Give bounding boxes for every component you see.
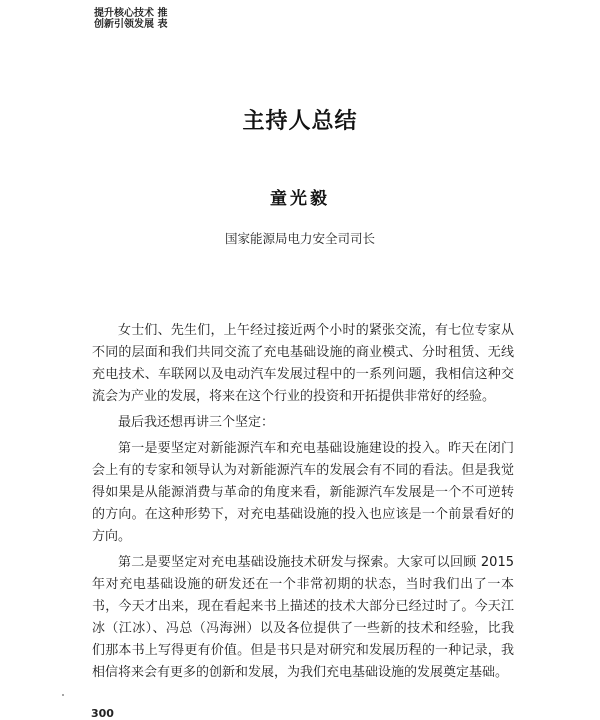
- paragraph-three-firm: 最后我还想再讲三个坚定：: [118, 415, 275, 430]
- running-header-line-2: 创新引领发展 表: [94, 19, 168, 30]
- running-header-line-1: 提升核心技术 推: [94, 8, 168, 19]
- page-title: 主持人总结: [242, 109, 358, 134]
- author-affiliation: 国家能源局电力安全司司长: [224, 231, 375, 246]
- running-header: [94, 8, 167, 30]
- body-text: [92, 320, 514, 688]
- scan-speck: [62, 694, 64, 696]
- page-number: 300: [91, 707, 114, 720]
- author-name: 童光毅: [270, 189, 330, 209]
- paragraph-intro: 女士们、先生们，上午经过接近两个小时的紧张交流，有七位专家从不同的层面和我们共同交流了充电基础设施的商业模式、分时租赁、无线充电技术、车联网以及电动汽车发展过程中的一系列问题，我相信这种交流会为产业的发展，将来在这个行业的投资和开拓提供非常好的经验。: [92, 323, 514, 404]
- paragraph-second-point: 第二是要坚定对充电基础设施技术研发与探索。大家可以回顾 2015 年对充电基础设施的研发还在一个非常初期的状态，当时我们出了一本书，今天才出来，现在看起来书上描述的技术大部分已经过时了。今天江冰（江冰）、冯总（冯海洲）以及各位提供了一些新的技术和经验，比我们那本书上写得更有价值。但是书只是对研究和发展历程的一种记录，我相信将来会有更多的创新和发展，为我们充电基础设施的发展奠定基础。: [92, 555, 514, 680]
- paragraph-first-point: 第一是要坚定对新能源汽车和充电基础设施建设的投入。昨天在闭门会上有的专家和领导认为对新能源汽车的发展会有不同的看法。但是我觉得如果是从能源消费与革命的角度来看，新能源汽车发展是一个不可逆转的方向。在这种形势下，对充电基础设施的投入也应该是一个前景看好的方向。: [92, 441, 514, 544]
